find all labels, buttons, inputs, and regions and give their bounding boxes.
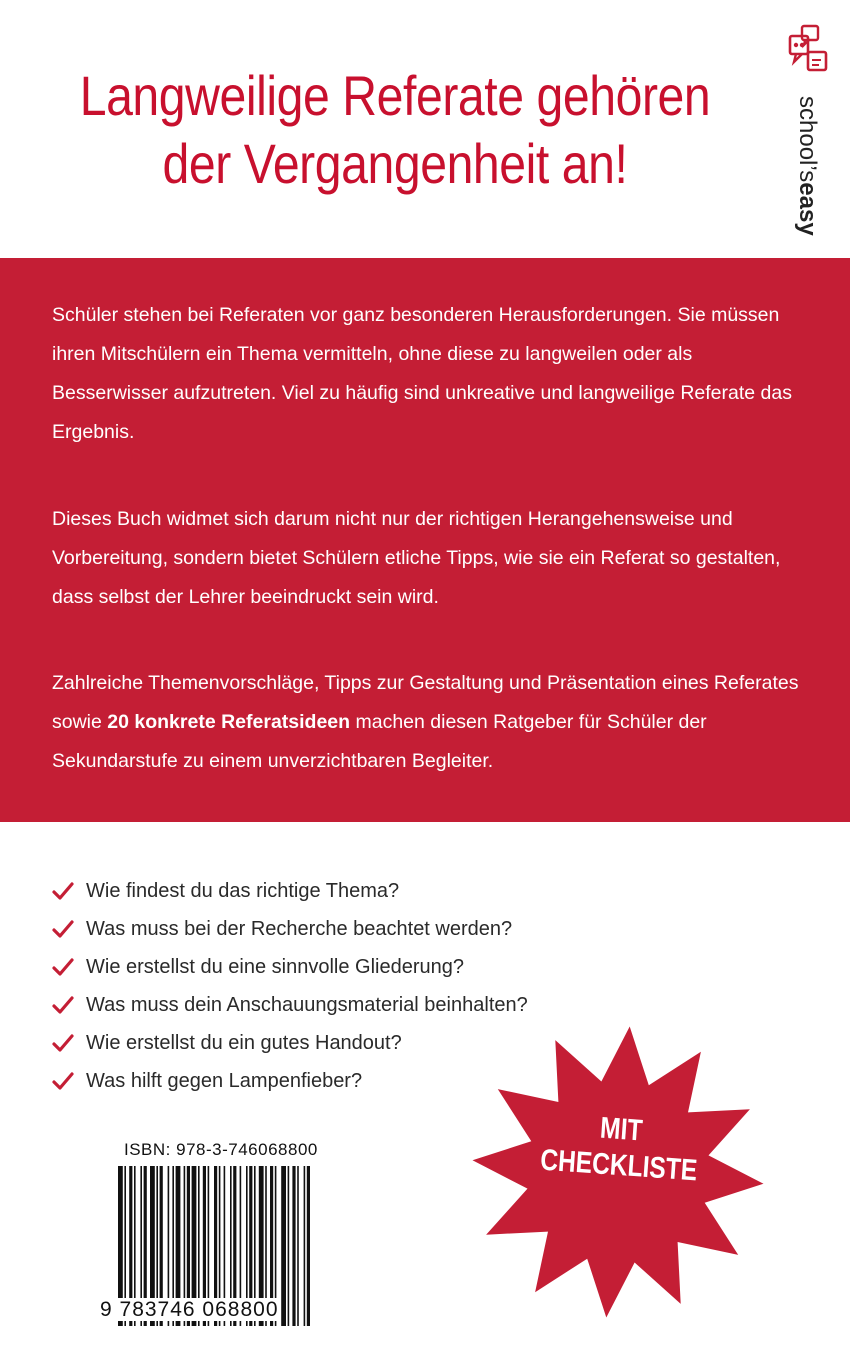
paragraph-3-highlight: 20 konkrete Referatsideen — [107, 711, 351, 733]
checklist-item — [52, 910, 572, 948]
checklist-item — [52, 872, 572, 910]
headline-line-1: Langweilige Referate gehören — [79, 64, 711, 127]
badge-line-2: CHECKLISTE — [539, 1143, 699, 1188]
headline — [55, 62, 734, 198]
speech-bubbles-icon — [788, 24, 828, 86]
brand-apostrophe-s: ’s — [794, 165, 821, 183]
description-paragraph-3 — [52, 664, 812, 781]
badge-line-1: MIT — [599, 1111, 644, 1148]
checkmark-icon — [52, 1033, 74, 1053]
checklist-item-text: Wie erstellst du ein gutes Handout? — [86, 1031, 402, 1054]
checkmark-icon — [52, 957, 74, 977]
checklist-item-text: Was muss bei der Recherche beachtet werden? — [86, 917, 513, 940]
checklist-item — [52, 986, 572, 1024]
description-paragraph-1: Schüler stehen bei Referaten vor ganz besonderen Herausforderungen. Sie müssen ihren Mitschülern ein Thema vermitteln, ohne diese zu langweilen oder als Besserwisser aufzutreten. Viel zu häufig sind unkreative und langweilige Referate das Ergebnis. — [52, 304, 792, 443]
brand-wordmark — [790, 96, 824, 236]
checklist-item-text: Was hilft gegen Lampenfieber? — [86, 1069, 363, 1092]
headline-line-2: der Vergangenheit an! — [162, 132, 628, 195]
isbn-label: ISBN: 978-3-746068800 — [124, 1140, 318, 1159]
checklist-item-text: Wie erstellst du eine sinnvolle Gliederung? — [86, 955, 464, 978]
description-paragraph-2: Dieses Buch widmet sich darum nicht nur der richtigen Herangehensweise und Vorbereitung, sondern bietet Schülern etliche Tipps, wie sie ein Referat so gestalten, dass selbst der Lehrer beeindruckt sein wird. — [52, 508, 781, 608]
checkmark-icon — [52, 1071, 74, 1091]
checklist-item-text: Was muss dein Anschauungsmaterial beinhalten? — [86, 993, 528, 1016]
brand-name-school: school — [794, 96, 821, 166]
checklist-item — [52, 948, 572, 986]
brand-logo — [788, 24, 828, 244]
paragraph-3-text-start: Zahlreiche Themenvorschläge, Tipps zur Gestaltung und Präsentation eines Referates sowie — [52, 672, 799, 733]
checkmark-icon — [52, 995, 74, 1015]
barcode-digits-text: 9 783746 068800 — [100, 1298, 279, 1321]
barcode-digits — [98, 1298, 338, 1322]
paragraph-3-text-end: machen diesen Ratgeber für Schüler der Sekundarstufe zu einem unverzichtbaren Begleiter. — [52, 711, 707, 772]
checkmark-icon — [52, 919, 74, 939]
brand-name-easy: easy — [794, 182, 821, 236]
checkmark-icon — [52, 881, 74, 901]
checklist-item-text: Wie findest du das richtige Thema? — [86, 879, 400, 902]
